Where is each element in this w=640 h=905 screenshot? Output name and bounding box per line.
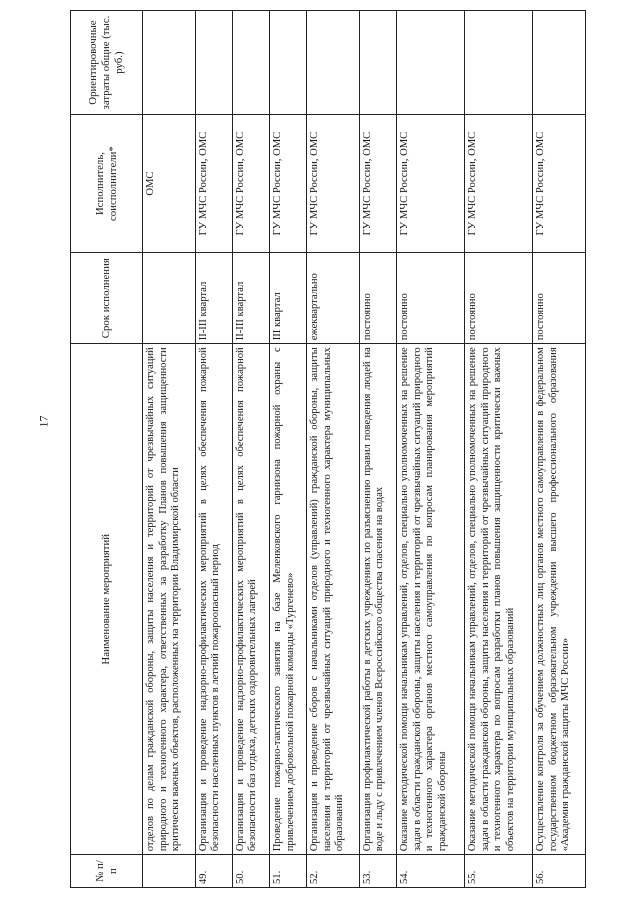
- row-number: 50.: [232, 855, 269, 888]
- table-row: [232, 11, 269, 888]
- row-number: 51.: [270, 855, 307, 888]
- table-body: [143, 11, 586, 888]
- rotated-table-sheet: [70, 10, 586, 888]
- header-executor: Исполнитель, соисполнители*: [71, 115, 143, 253]
- row-number: 52.: [307, 855, 360, 888]
- row-executor: ГУ МЧС России, ОМС: [307, 115, 360, 253]
- row-term: ежеквартально: [307, 253, 360, 344]
- table-row: [465, 11, 533, 888]
- row-cost: [397, 11, 465, 115]
- row-executor: ГУ МЧС России, ОМС: [195, 115, 232, 253]
- row-term: постоянно: [533, 253, 586, 344]
- header-number: № п/п: [71, 855, 143, 888]
- table-row: [307, 11, 360, 888]
- row-name: Организация и проведение сборов с начальниками отделов (управлений) гражданской обороны, защиты населения и территорий от чрезвычайных ситуаций природного и техногенного характера муниципальных образований: [307, 344, 360, 855]
- table-row: [270, 11, 307, 888]
- row-number: 49.: [195, 855, 232, 888]
- row-executor: ГУ МЧС России, ОМС: [533, 115, 586, 253]
- row-cost: [359, 11, 396, 115]
- table-row: [359, 11, 396, 888]
- table-header-row: [71, 11, 143, 888]
- header-name: Наименование мероприятий: [71, 344, 143, 855]
- row-term: II-III квартал: [195, 253, 232, 344]
- row-cost: [232, 11, 269, 115]
- row-term: [143, 253, 196, 344]
- row-name: Осуществление контроля за обучением должностных лиц органов местного самоуправления в федеральном государственном бюджетном образовательном учреждении высшего профессионального образования «Академия гражданской защиты МЧС России»: [533, 344, 586, 855]
- row-number: [143, 855, 196, 888]
- row-number: 56.: [533, 855, 586, 888]
- row-executor: ГУ МЧС России, ОМС: [397, 115, 465, 253]
- row-number: 55.: [465, 855, 533, 888]
- row-executor: ГУ МЧС России, ОМС: [465, 115, 533, 253]
- table-row: [195, 11, 232, 888]
- row-name: отделов по делам гражданской обороны, защиты населения и территорий от чрезвычайных ситуаций природного и техногенного характера, ответственных за разработку Планов повышения защищенности критически важных объектов, расположенных на территории Владимирской области: [143, 344, 196, 855]
- row-term: II-III квартал: [232, 253, 269, 344]
- table-row: [143, 11, 196, 888]
- row-executor: ГУ МЧС России, ОМС: [270, 115, 307, 253]
- row-name: Проведение пожарно-тактического занятия на базе Меленковского гарнизона пожарной охраны с привлечением добровольной пожарной команды «Тургенево»: [270, 344, 307, 855]
- header-term: Срок исполнения: [71, 253, 143, 344]
- row-name: Оказание методической помощи начальникам управлений, отделов, специально уполномоченных на решение задач в области гражданской обороны, защиты населения и территорий от чрезвычайных ситуаций природного и техногенного характера по вопросам разработки планов повышения защищенности критически важных объектов на территории муниципальных образований: [465, 344, 533, 855]
- table-row: [397, 11, 465, 888]
- row-term: III квартал: [270, 253, 307, 344]
- row-name: Организация профилактической работы в детских учреждениях по разъяснению правил поведения людей на воде и льду с привлечением членов Всероссийского общества спасения на водах: [359, 344, 396, 855]
- row-cost: [195, 11, 232, 115]
- row-cost: [465, 11, 533, 115]
- row-name: Организация и проведение надзорно-профилактических мероприятий в целях обеспечения пожарной безопасности населенных пунктов в летний пожароопасный период: [195, 344, 232, 855]
- row-executor: ГУ МЧС России, ОМС: [232, 115, 269, 253]
- measures-table: [70, 10, 586, 888]
- row-term: постоянно: [359, 253, 396, 344]
- row-number: 53.: [359, 855, 396, 888]
- row-executor: ОМС: [143, 115, 196, 253]
- row-name: Оказание методической помощи начальникам управлений, отделов, специально уполномоченных на решение задач в области гражданской обороны, защиты населения и территорий от чрезвычайных ситуаций природного и техногенного характера органов местного самоуправления по вопросам планирования мероприятий гражданской обороны: [397, 344, 465, 855]
- row-term: постоянно: [465, 253, 533, 344]
- page-number: 17: [36, 415, 51, 428]
- row-number: 54.: [397, 855, 465, 888]
- row-term: постоянно: [397, 253, 465, 344]
- row-cost: [307, 11, 360, 115]
- header-cost: Ориентировочные затраты общие (тыс. руб.): [71, 11, 143, 115]
- row-cost: [143, 11, 196, 115]
- row-name: Организация и проведение надзорно-профилактических мероприятий в целях обеспечения пожарной безопасности баз отдыха, детских оздоровительных лагерей: [232, 344, 269, 855]
- row-executor: ГУ МЧС России, ОМС: [359, 115, 396, 253]
- row-cost: [533, 11, 586, 115]
- table-row: [533, 11, 586, 888]
- row-cost: [270, 11, 307, 115]
